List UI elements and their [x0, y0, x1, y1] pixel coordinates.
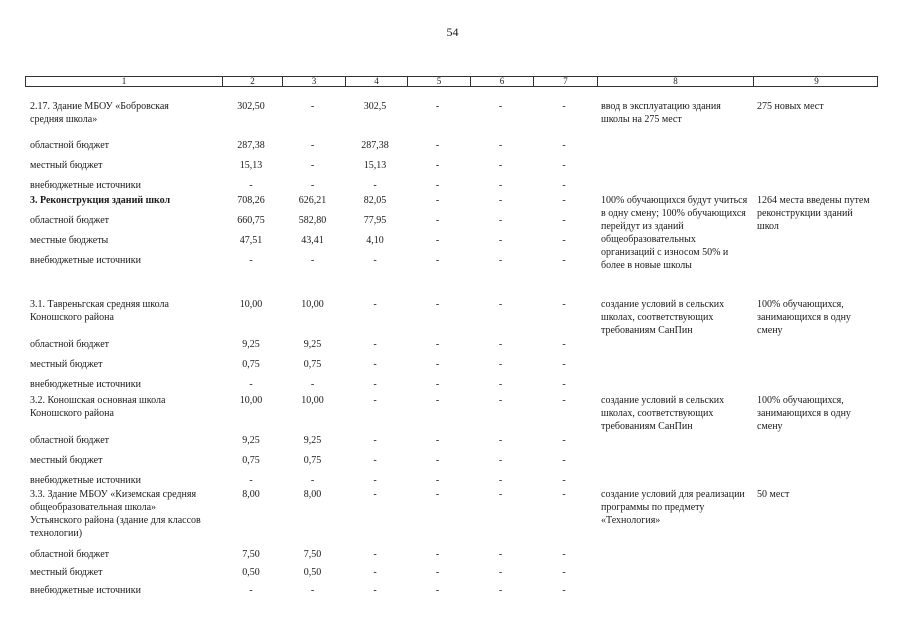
value-cell-col6: -: [498, 435, 503, 446]
row-name-cell: местный бюджет: [30, 160, 103, 171]
value-cell-col2: -: [249, 180, 253, 191]
value-cell-col5: -: [435, 585, 440, 596]
value-cell-col2: 15,13: [239, 160, 263, 171]
row-name-cell: внебюджетные источники: [30, 379, 141, 390]
value-cell-col6: -: [498, 140, 503, 151]
value-cell-col4: -: [373, 549, 377, 560]
value-cell-col3: 10,00: [301, 395, 324, 406]
value-cell-col6: -: [498, 160, 503, 171]
value-cell-col3: 43,41: [301, 235, 324, 246]
value-cell-col3: -: [310, 379, 315, 390]
row-name-cell: местные бюджеты: [30, 235, 109, 246]
value-cell-col2: -: [249, 379, 253, 390]
value-cell-col3: 9,25: [303, 435, 322, 446]
value-cell-col7: -: [562, 255, 566, 266]
value-cell-col7: -: [562, 359, 566, 370]
value-cell-col2: 7,50: [242, 549, 260, 560]
row-name-cell: областной бюджет: [30, 435, 110, 446]
header-col-5: 5: [407, 77, 470, 86]
header-col-6: 6: [470, 77, 533, 86]
value-cell-col2: 302,50: [237, 101, 265, 112]
value-cell-col7: -: [562, 489, 566, 500]
value-cell-col7: -: [562, 235, 566, 246]
row-name-cell: местный бюджет: [30, 359, 103, 370]
row-name-cell: внебюджетные источники: [30, 180, 141, 191]
value-cell-col4: -: [373, 475, 377, 486]
value-cell-col5: -: [435, 195, 440, 206]
value-cell-col2: 10,00: [239, 299, 263, 310]
page-number: 54: [446, 25, 459, 39]
value-cell-col4: -: [373, 299, 377, 310]
value-cell-col3: -: [310, 140, 315, 151]
row-name-cell: областной бюджет: [30, 140, 110, 151]
value-cell-col4: -: [373, 379, 377, 390]
value-cell-col6: -: [498, 180, 503, 191]
value-cell-col4: -: [373, 455, 377, 466]
value-cell-col2: 287,38: [237, 140, 265, 151]
value-cell-col3: -: [310, 101, 315, 112]
value-cell-col5: -: [435, 180, 440, 191]
row-name-cell: внебюджетные источники: [30, 255, 141, 266]
row-name-cell: 3. Реконструкция зданий школ: [30, 195, 171, 206]
row-name-cell: 2.17. Здание МБОУ «Бобровская средняя школа»: [30, 101, 169, 125]
header-col-2: 2: [222, 77, 282, 86]
result-indicator-cell: 50 мест: [757, 489, 790, 500]
value-cell-col3: 7,50: [303, 549, 322, 560]
value-cell-col2: 9,25: [242, 339, 260, 350]
value-cell-col6: -: [498, 475, 503, 486]
value-cell-col6: -: [498, 299, 503, 310]
value-cell-col2: 0,50: [242, 567, 260, 578]
value-cell-col7: -: [562, 395, 566, 406]
value-cell-col7: -: [562, 435, 566, 446]
result-description-cell: ввод в эксплуатацию здания школы на 275 мест: [601, 101, 721, 125]
value-cell-col5: -: [435, 299, 440, 310]
row-name-cell: местный бюджет: [30, 567, 103, 578]
value-cell-col6: -: [498, 255, 503, 266]
value-cell-col4: -: [373, 180, 377, 191]
value-cell-col5: -: [435, 435, 440, 446]
row-name-cell: 3.2. Коношская основная школа Коношского района: [30, 395, 166, 419]
value-cell-col5: -: [435, 359, 440, 370]
value-cell-col5: -: [435, 549, 440, 560]
value-cell-col3: -: [310, 585, 315, 596]
value-cell-col2: 47,51: [239, 235, 263, 246]
value-cell-col6: -: [498, 455, 503, 466]
value-cell-col4: 287,38: [361, 140, 389, 151]
value-cell-col4: -: [373, 255, 377, 266]
value-cell-col6: -: [498, 235, 503, 246]
value-cell-col2: -: [249, 585, 253, 596]
result-description-cell: создание условий в сельских школах, соответствующих требованиям СанПин: [601, 395, 725, 432]
header-col-3: 3: [282, 77, 345, 86]
value-cell-col3: 0,75: [303, 455, 322, 466]
value-cell-col3: -: [310, 255, 315, 266]
value-cell-col2: 660,75: [237, 215, 265, 226]
value-cell-col7: -: [562, 215, 566, 226]
value-cell-col3: -: [310, 180, 315, 191]
value-cell-col4: 77,95: [363, 215, 387, 226]
value-cell-col3: 0,50: [303, 567, 322, 578]
value-cell-col7: -: [562, 379, 566, 390]
result-indicator-cell: 1264 места введены путем реконструкции зданий школ: [757, 195, 870, 232]
value-cell-col7: -: [562, 455, 566, 466]
value-cell-col2: 0,75: [242, 359, 260, 370]
header-col-7: 7: [533, 77, 597, 86]
result-description-cell: 100% обучающихся будут учиться в одну смену; 100% обучающихся перейдут из зданий общеобразовательных организаций с износом 50% и более в новые школы: [601, 195, 748, 271]
row-name-cell: местный бюджет: [30, 455, 103, 466]
value-cell-col2: 0,75: [242, 455, 260, 466]
value-cell-col6: -: [498, 359, 503, 370]
value-cell-col3: 9,25: [303, 339, 322, 350]
value-cell-col5: -: [435, 235, 440, 246]
value-cell-col6: -: [498, 395, 503, 406]
row-name-cell: областной бюджет: [30, 215, 110, 226]
row-name-cell: внебюджетные источники: [30, 585, 141, 596]
value-cell-col4: -: [373, 489, 377, 500]
value-cell-col3: 582,80: [298, 215, 327, 226]
value-cell-col5: -: [435, 379, 440, 390]
result-description-cell: создание условий для реализации программы по предмету «Технология»: [601, 489, 745, 526]
value-cell-col5: -: [435, 215, 440, 226]
value-cell-col2: 8,00: [242, 489, 260, 500]
value-cell-col6: -: [498, 489, 503, 500]
value-cell-col4: -: [373, 359, 377, 370]
value-cell-col4: 302,5: [363, 101, 387, 112]
value-cell-col5: -: [435, 255, 440, 266]
value-cell-col5: -: [435, 455, 440, 466]
value-cell-col5: -: [435, 489, 440, 500]
value-cell-col3: 8,00: [303, 489, 322, 500]
value-cell-col4: 82,05: [363, 195, 387, 206]
value-cell-col7: -: [562, 339, 566, 350]
value-cell-col6: -: [498, 567, 503, 578]
value-cell-col4: 4,10: [366, 235, 384, 246]
header-col-1: 1: [121, 76, 127, 86]
value-cell-col5: -: [435, 140, 440, 151]
value-cell-col5: -: [435, 339, 440, 350]
value-cell-col5: -: [435, 395, 440, 406]
value-cell-col2: 9,25: [242, 435, 260, 446]
result-description-cell: создание условий в сельских школах, соответствующих требованиям СанПин: [601, 299, 725, 336]
value-cell-col3: 626,21: [298, 195, 327, 206]
value-cell-col4: -: [373, 395, 377, 406]
value-cell-col5: -: [435, 160, 440, 171]
value-cell-col7: -: [562, 180, 566, 191]
value-cell-col6: -: [498, 339, 503, 350]
value-cell-col7: -: [562, 195, 566, 206]
value-cell-col3: 10,00: [301, 299, 324, 310]
value-cell-col3: -: [310, 160, 315, 171]
value-cell-col4: -: [373, 585, 377, 596]
value-cell-col2: -: [249, 255, 253, 266]
value-cell-col6: -: [498, 215, 503, 226]
value-cell-col7: -: [562, 549, 566, 560]
value-cell-col6: -: [498, 549, 503, 560]
value-cell-col3: -: [310, 475, 315, 486]
value-cell-col7: -: [562, 475, 566, 486]
value-cell-col6: -: [498, 379, 503, 390]
value-cell-col6: -: [498, 585, 503, 596]
value-cell-col2: 10,00: [239, 395, 263, 406]
value-cell-col4: -: [373, 339, 377, 350]
value-cell-col4: -: [373, 435, 377, 446]
result-indicator-cell: 100% обучающихся, занимающихся в одну смену: [757, 299, 851, 336]
result-indicator-cell: 275 новых мест: [757, 101, 824, 112]
value-cell-col5: -: [435, 101, 440, 112]
value-cell-col2: -: [249, 475, 253, 486]
value-cell-col4: -: [373, 567, 377, 578]
value-cell-col2: 708,26: [237, 195, 265, 206]
header-col-9: 9: [753, 77, 879, 86]
value-cell-col3: 0,75: [303, 359, 322, 370]
header-col-8: 8: [597, 77, 753, 86]
header-col-4: 4: [345, 77, 407, 86]
value-cell-col5: -: [435, 475, 440, 486]
value-cell-col7: -: [562, 585, 566, 596]
value-cell-col7: -: [562, 140, 566, 151]
value-cell-col7: -: [562, 101, 566, 112]
value-cell-col6: -: [498, 101, 503, 112]
row-name-cell: внебюджетные источники: [30, 475, 141, 486]
value-cell-col6: -: [498, 195, 503, 206]
table-header-row: [25, 76, 878, 87]
value-cell-col7: -: [562, 160, 566, 171]
value-cell-col7: -: [562, 567, 566, 578]
result-indicator-cell: 100% обучающихся, занимающихся в одну смену: [757, 395, 851, 432]
row-name-cell: 3.1. Тавреньгская средняя школа Коношского района: [30, 299, 169, 323]
row-name-cell: областной бюджет: [30, 339, 110, 350]
row-name-cell: 3.3. Здание МБОУ «Киземская средняя общеобразовательная школа» Устьянского района (здание для классов технологии): [30, 489, 201, 539]
value-cell-col7: -: [562, 299, 566, 310]
value-cell-col5: -: [435, 567, 440, 578]
value-cell-col4: 15,13: [363, 160, 387, 171]
row-name-cell: областной бюджет: [30, 549, 110, 560]
